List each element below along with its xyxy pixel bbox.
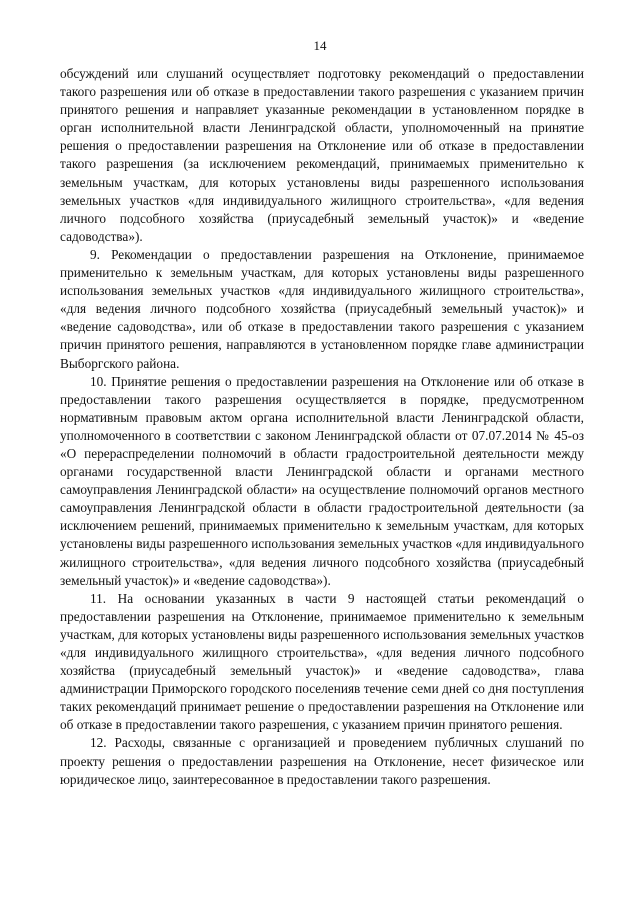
paragraph-continuation: обсуждений или слушаний осуществляет подготовку рекомендаций о предоставлении такого разрешения или об отказе в предоставлении такого разрешения с указанием причин принятого решения и направляет указанные рекомендации в установленном порядке в орган исполнительной власти Ленинградской области, уполномоченный на принятие решения о предоставлении разрешения на Отклонение или об отказе в предоставлении такого разрешения (за исключением рекомендаций, принимаемых применительно к земельным участкам, для которых установлены виды разрешенного использования земельных участков «для индивидуального жилищного строительства», «для ведения личного подсобного хозяйства (приусадебный земельный участок)» и «ведение садоводства»).: [60, 66, 584, 244]
paragraph-item-12: 12. Расходы, связанные с организацией и проведением публичных слушаний по проекту решения о предоставлении разрешения на Отклонение, несет физическое или юридическое лицо, заинтересованное в предоставлении такого разрешения.: [60, 735, 584, 787]
paragraph-item-11: 11. На основании указанных в части 9 настоящей статьи рекомендаций о предоставлении разрешения на Отклонение, принимаемое применительно к земельным участкам, для которых установлены виды разрешенного использования земельных участков «для индивидуального жилищного строительства», «для ведения личного подсобного хозяйства (приусадебный земельный участок)» и «ведение садоводства», глава администрации Приморского городского поселенияв течение семи дней со дня поступления таких рекомендаций принимает решение о предоставлении разрешения на Отклонение или об отказе в предоставлении такого разрешения, с указанием причин принятого решения.: [60, 590, 584, 733]
paragraph-item-9: 9. Рекомендации о предоставлении разрешения на Отклонение, принимаемое применительно к земельным участкам, для которых установлены виды разрешенного использования земельных участков «для индивидуального жилищного строительства», «для ведения личного подсобного хозяйства (приусадебный земельный участок)» и «ведение садоводства», или об отказе в предоставлении такого разрешения с указанием причин принятого решения, направляются в установленном порядке главе администрации Выборгского района.: [60, 246, 584, 371]
document-body: [60, 65, 584, 789]
paragraph-item-10: 10. Принятие решения о предоставлении разрешения на Отклонение или об отказе в предоставлении такого разрешения осуществляется в порядке, предусмотренном нормативным правовым актом органа исполнительной власти Ленинградской области, уполномоченного в соответствии с законом Ленинградской области от 07.07.2014 № 45-оз «О перераспределении полномочий в области градостроительной деятельности между органами государственной власти Ленинградской области и органами местного самоуправления Ленинградской области» на осуществление полномочий органов местного самоуправления Ленинградской области в области градостроительной деятельности (за исключением решений, принимаемых применительно к земельным участкам, для которых установлены виды разрешенного использования земельных участков «для индивидуального жилищного строительства», «для ведения личного подсобного хозяйства (приусадебный земельный участок)» и «ведение садоводства»).: [60, 373, 584, 588]
page-number: 14: [313, 38, 327, 53]
